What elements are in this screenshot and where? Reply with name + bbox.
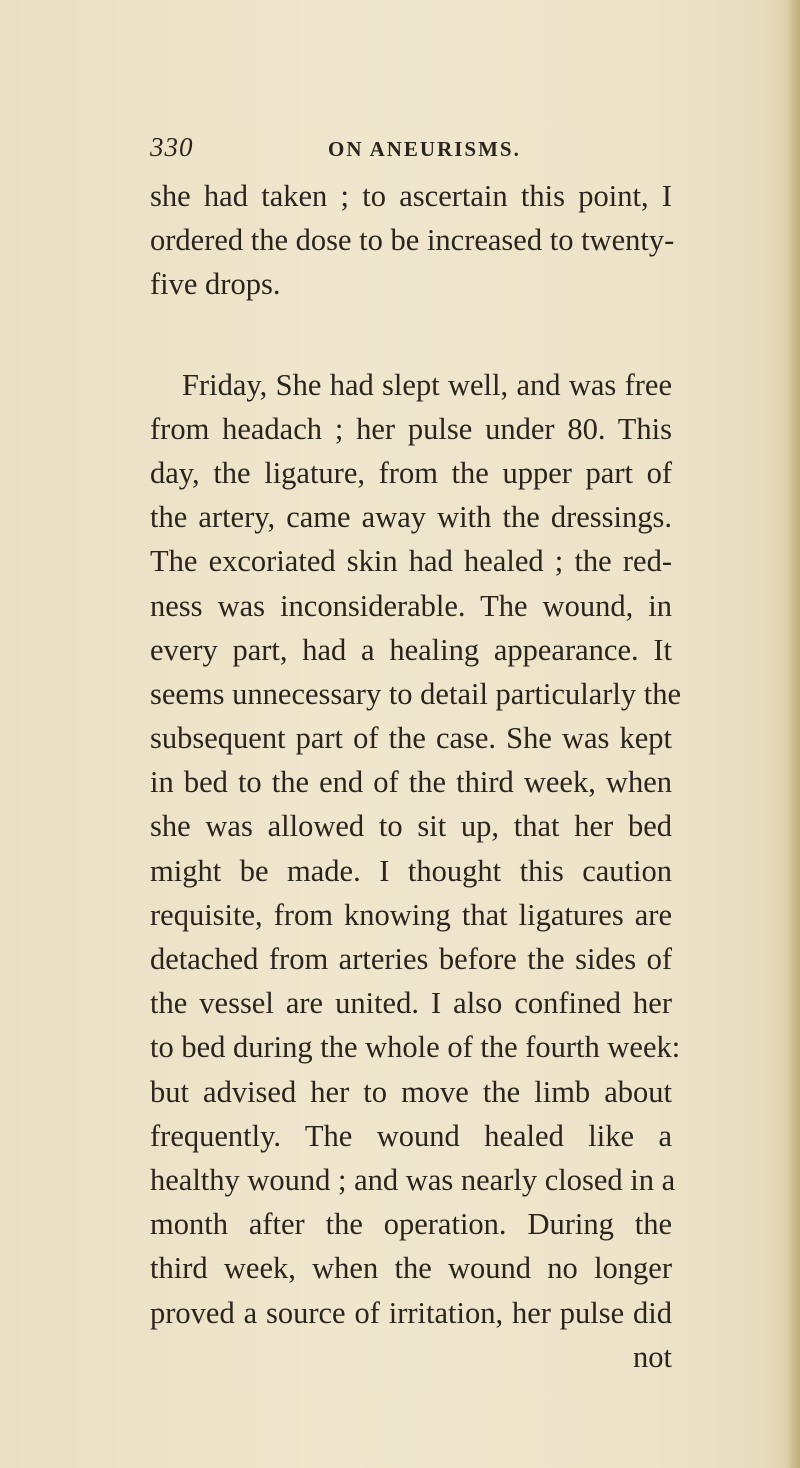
running-head: ON ANEURISMS. [328,137,521,161]
body-text [150,174,682,1379]
text-line: month after the operation. During the [150,1207,672,1242]
text-line: frequently. The wound healed like a [150,1118,672,1153]
paragraph-gap [150,307,672,363]
text-line: she was allowed to sit up, that her bed [150,809,672,844]
text-line: seems unnecessary to detail particularly the [150,676,682,711]
text-line: five drops. [150,267,281,302]
text-line: requisite, from knowing that ligatures are [150,897,672,932]
page-number: 330 [150,132,194,162]
text-line: she had taken ; to ascertain this point, I [150,179,672,213]
text-line: in bed to the end of the third week, when [150,765,672,800]
text-line: but advised her to move the limb about [150,1074,672,1109]
text-line: The excoriated skin had healed ; the red- [150,544,672,579]
text-line: ordered the dose to be increased to twenty- [150,223,675,258]
catchword: not [633,1339,672,1374]
text-line: to bed during the whole of the fourth week: [150,1030,681,1065]
text-line: third week, when the wound no longer [150,1251,672,1286]
text-line: the artery, came away with the dressings. [150,500,672,535]
text-line: every part, had a healing appearance. It [150,632,672,667]
text-line: ness was inconsiderable. The wound, in [150,588,672,623]
text-line: from headach ; her pulse under 80. This [150,411,672,446]
text-line: subsequent part of the case. She was kept [150,721,672,756]
text-line: might be made. I thought this caution [150,853,672,888]
text-line: day, the ligature, from the upper part of [150,455,672,490]
text-line: detached from arteries before the sides of [150,942,672,976]
text-line: Friday, She had slept well, and was free [182,367,672,402]
text-line: proved a source of irritation, her pulse did [150,1295,672,1330]
page-edge-shadow [786,0,800,1468]
text-line: the vessel are united. I also confined her [150,986,672,1021]
text-line: healthy wound ; and was nearly closed in a [150,1162,676,1197]
